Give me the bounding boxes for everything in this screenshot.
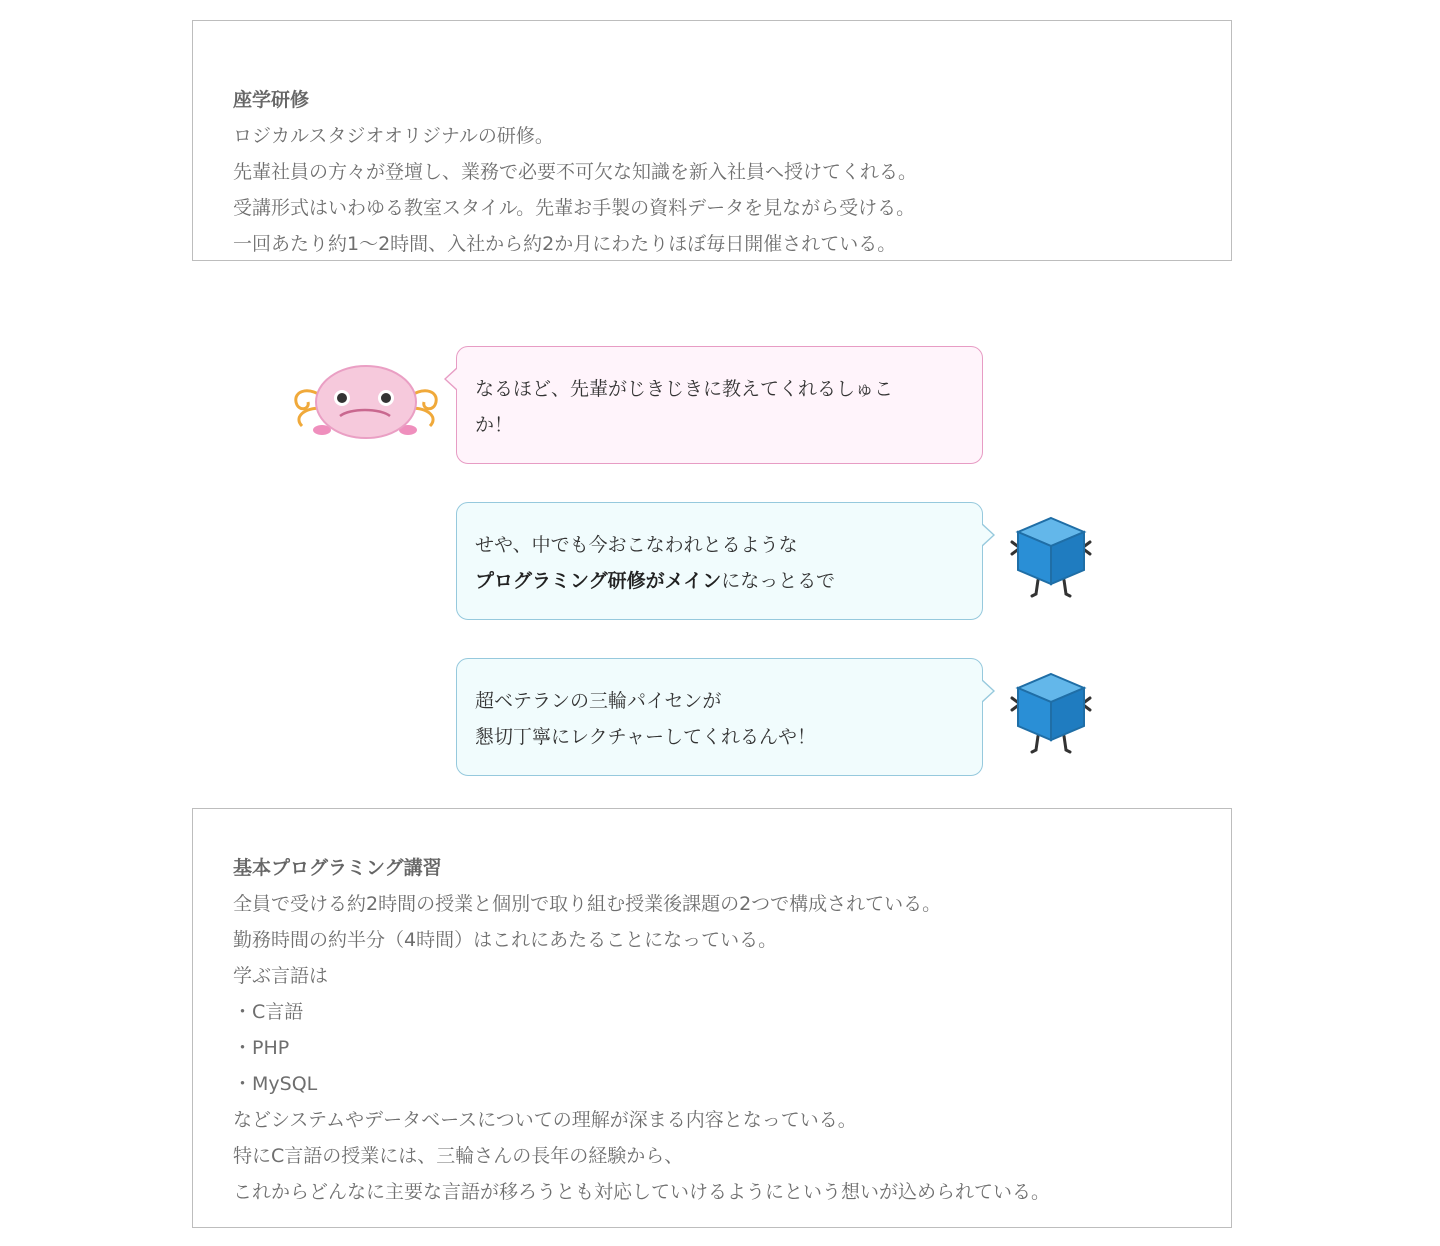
- blue-chat-bubble-2: [456, 658, 983, 776]
- programming-box-line: 学ぶ言語は: [233, 965, 329, 987]
- programming-box-line: ・C言語: [233, 1001, 304, 1023]
- training-box-line: 一回あたり約1〜2時間、入社から約2か月にわたりほぼ毎日開催されている。: [233, 233, 897, 255]
- blue-cube-character-icon: [1006, 514, 1096, 600]
- chat-text: になっとるで: [721, 570, 836, 592]
- training-info-box: [192, 20, 1232, 261]
- programming-box-line: 全員で受ける約2時間の授業と個別で取り組む授業後課題の2つで構成されている。: [233, 893, 942, 915]
- bubble-tail: [981, 524, 993, 546]
- pink-chat-bubble: [456, 346, 983, 464]
- programming-box-line: ・MySQL: [233, 1073, 318, 1095]
- training-box-line: ロジカルスタジオオリジナルの研修。: [233, 125, 554, 147]
- blue-chat-bubble-1: [456, 502, 983, 620]
- programming-info-box: [192, 808, 1232, 1228]
- training-box-title: 座学研修: [233, 89, 310, 111]
- programming-box-line: 勤務時間の約半分（4時間）はこれにあたることになっている。: [233, 929, 778, 951]
- axolotl-character-icon: [288, 356, 444, 442]
- chat-bold-text: プログラミング研修がメイン: [475, 570, 722, 592]
- training-box-line: 先輩社員の方々が登壇し、業務で必要不可欠な知識を新入社員へ授けてくれる。: [233, 161, 918, 183]
- chat-line: せや、中でも今おこなわれとるような: [475, 534, 798, 556]
- chat-line: [475, 563, 964, 599]
- bubble-tail: [981, 680, 993, 702]
- programming-box-line: 特にC言語の授業には、三輪さんの長年の経験から、: [233, 1145, 684, 1167]
- training-box-line: 受講形式はいわゆる教室スタイル。先輩お手製の資料データを見ながら受ける。: [233, 197, 916, 219]
- programming-box-title: 基本プログラミング講習: [233, 857, 442, 879]
- chat-line: なるほど、先輩がじきじきに教えてくれるしゅこ: [475, 378, 894, 400]
- programming-box-line: ・PHP: [233, 1037, 290, 1059]
- programming-box-line: などシステムやデータベースについての理解が深まる内容となっている。: [233, 1109, 857, 1131]
- chat-line: か！: [475, 414, 514, 436]
- chat-line: 懇切丁寧にレクチャーしてくれるんや！: [475, 726, 817, 748]
- chat-line: 超ベテランの三輪パイセンが: [475, 690, 722, 712]
- blue-cube-character-icon: [1006, 670, 1096, 756]
- bubble-tail: [446, 368, 458, 390]
- programming-box-line: これからどんなに主要な言語が移ろうとも対応していけるようにという想いが込められている。: [233, 1181, 1051, 1203]
